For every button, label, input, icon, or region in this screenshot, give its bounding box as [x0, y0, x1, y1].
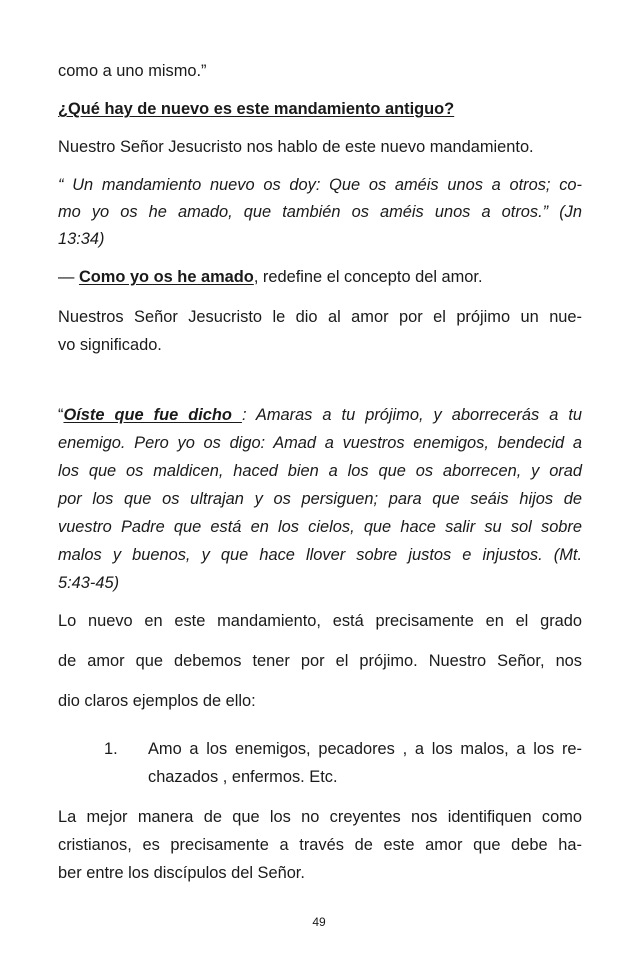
list-item-line: Amo a los enemigos, pecadores , a los malos, a los re-: [148, 740, 582, 758]
paragraph-line: Lo nuevo en este mandamiento, está precisamente en el grado: [58, 612, 582, 630]
underlined-phrase: Como yo os he amado: [78, 268, 254, 286]
quote-line: mo yo os he amado, que también os améis unos a otros.” (Jn: [58, 203, 582, 221]
page-number: 49: [312, 915, 326, 929]
paragraph-line: La mejor manera de que los no creyentes nos identifiquen como: [58, 808, 582, 826]
paragraph-line: de amor que debemos tener por el prójimo. Nuestro Señor, nos: [58, 652, 582, 670]
dash-mark: —: [58, 268, 79, 286]
quote-line: “ Un mandamiento nuevo os doy: Que os améis unos a otros; co-: [58, 176, 582, 194]
paragraph-line: ber entre los discípulos del Señor.: [58, 864, 305, 882]
section-heading: ¿Qué hay de nuevo es este mandamiento antiguo?: [58, 100, 455, 118]
underlined-phrase: Oíste que fue dicho: [63, 406, 242, 424]
paragraph-line: Nuestro Señor Jesucristo nos hablo de este nuevo mandamiento.: [58, 138, 534, 156]
list-item-number: 1.: [104, 740, 118, 758]
text-line: como a uno mismo.”: [58, 62, 207, 80]
dash-line: [58, 266, 582, 288]
quote-line: malos y buenos, y que hace llover sobre justos e injustos. (Mt.: [58, 546, 582, 564]
quote-line: por los que os ultrajan y os persiguen; para que seáis hijos de: [58, 490, 582, 508]
quote-line: [58, 404, 582, 426]
quote-line: enemigo. Pero yo os digo: Amad a vuestros enemigos, bendecid a: [58, 434, 582, 452]
list-item-line: chazados , enfermos. Etc.: [148, 768, 338, 786]
quote-line: 13:34): [58, 230, 105, 248]
quote-line: los que os maldicen, haced bien a los que os aborrecen, y orad: [58, 462, 582, 480]
quote-line: 5:43-45): [58, 574, 120, 592]
paragraph-line: Nuestros Señor Jesucristo le dio al amor por el prójimo un nue-: [58, 308, 582, 326]
paragraph-line: cristianos, es precisamente a través de este amor que debe ha-: [58, 836, 582, 854]
quote-line: vuestro Padre que está en los cielos, que hace salir su sol sobre: [58, 518, 582, 536]
paragraph-line: vo significado.: [58, 336, 162, 354]
paragraph-line: dio claros ejemplos de ello:: [58, 692, 256, 710]
quote-rest: : Amaras a tu prójimo, y aborrecerás a tu: [241, 406, 582, 424]
quote-open: “: [58, 406, 64, 424]
dash-line-rest: , redefine el concepto del amor.: [253, 268, 483, 286]
